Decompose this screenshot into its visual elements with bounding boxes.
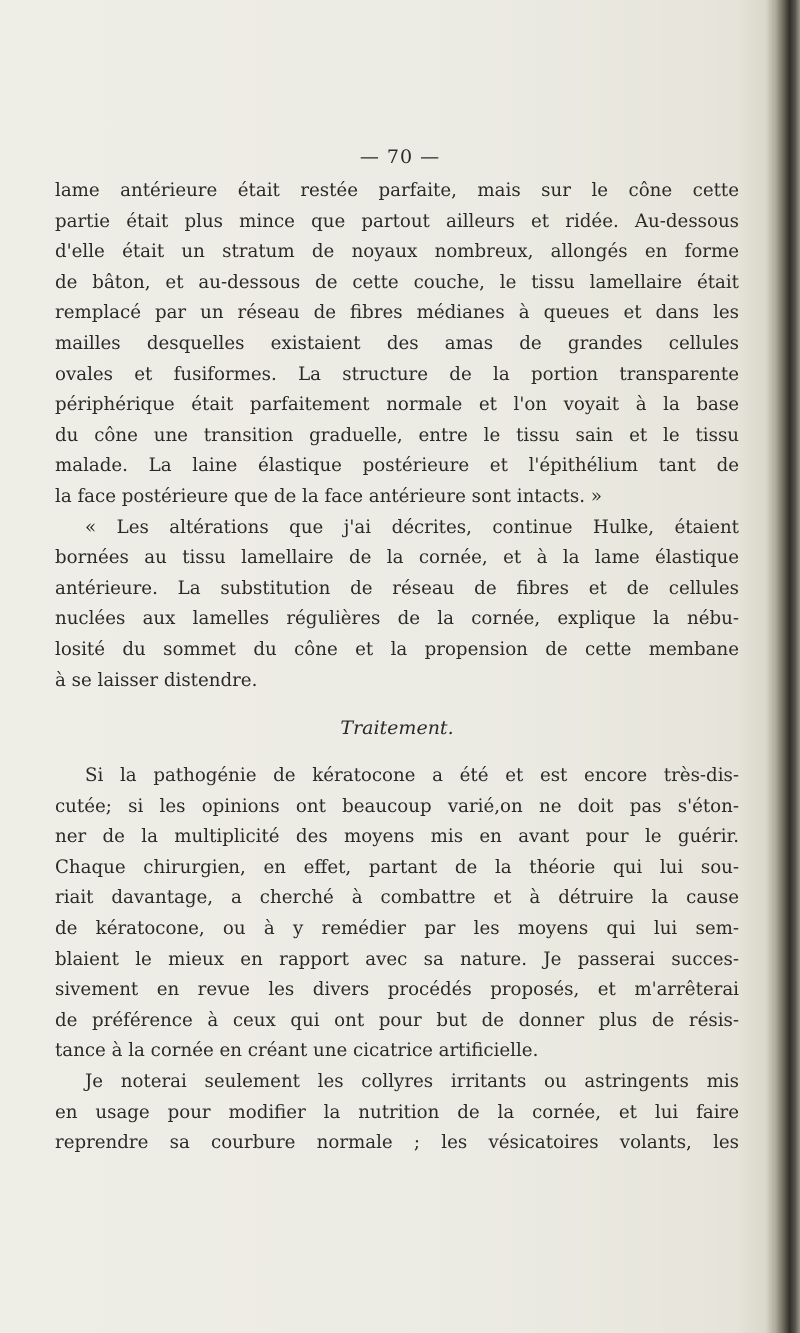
- text-line: antérieure. La substitution de réseau de fibres et de cellules: [55, 577, 739, 599]
- text-line: de kératocone, ou à y remédier par les moyens qui lui sem-: [55, 918, 739, 940]
- text-line: losité du sommet du cône et la propension de cette membane: [55, 638, 739, 660]
- text-line: en usage pour modifier la nutrition de la cornée, et lui faire: [55, 1101, 739, 1123]
- text-line: du cône une transition graduelle, entre le tissu sain et le tissu: [55, 424, 739, 446]
- book-spine-edge: [774, 0, 800, 1333]
- text-line: lame antérieure était restée parfaite, mais sur le cône cette: [55, 180, 739, 201]
- paragraph-3: [55, 761, 739, 1067]
- text-line: reprendre sa courbure normale ; les vésicatoires volants, les: [55, 1132, 739, 1154]
- text-line: de préférence à ceux qui ont pour but de donner plus de résis-: [55, 1009, 739, 1031]
- page-gutter-shadow: [766, 0, 774, 1333]
- text-line: la face postérieure que de la face antérieure sont intacts. »: [55, 485, 602, 507]
- text-line: bornées au tissu lamellaire de la cornée, et à la lame élastique: [55, 547, 739, 569]
- text-line: remplacé par un réseau de fibres médianes à queues et dans les: [55, 302, 739, 324]
- text-line: ner de la multiplicité des moyens mis en avant pour le guérir.: [55, 826, 739, 848]
- text-line: malade. La laine élastique postérieure et l'épithélium tant de: [55, 455, 739, 477]
- text-line: Je noterai seulement les collyres irritants ou astringents mis: [85, 1071, 739, 1093]
- text-line: Si la pathogénie de kératocone a été et est encore très-dis-: [85, 765, 739, 787]
- page-number: — 70 —: [359, 146, 441, 168]
- section-heading: Traitement.: [340, 717, 454, 740]
- text-line: riait davantage, a cherché à combattre et à détruire la cause: [55, 887, 739, 909]
- text-line: périphérique était parfaitement normale et l'on voyait à la base: [55, 394, 739, 416]
- text-line: à se laisser distendre.: [55, 669, 258, 691]
- text-line: mailles desquelles existaient des amas de grandes cellules: [55, 332, 739, 354]
- text-line: nuclées aux lamelles régulières de la cornée, explique la nébu-: [55, 608, 739, 630]
- text-line: ovales et fusiformes. La structure de la portion transparente: [55, 363, 739, 385]
- text-line: Chaque chirurgien, en effet, partant de la théorie qui lui sou-: [55, 856, 739, 878]
- text-line: tance à la cornée en créant une cicatrice artificielle.: [55, 1040, 539, 1062]
- text-line: « Les altérations que j'ai décrites, continue Hulke, étaient: [85, 516, 739, 538]
- paragraph-1: [55, 176, 739, 513]
- text-line: partie était plus mince que partout ailleurs et ridée. Au-dessous: [55, 210, 739, 232]
- text-line: d'elle était un stratum de noyaux nombreux, allongés en forme: [55, 241, 739, 263]
- page-body: [55, 176, 739, 1159]
- paragraph-2: [55, 513, 739, 697]
- text-line: cutée; si les opinions ont beaucoup varié,on ne doit pas s'éton-: [55, 795, 739, 817]
- text-line: de bâton, et au-dessous de cette couche, le tissu lamellaire était: [55, 271, 739, 293]
- text-line: blaient le mieux en rapport avec sa nature. Je passerai succes-: [55, 948, 739, 970]
- paragraph-4: [55, 1067, 739, 1159]
- text-line: sivement en revue les divers procédés proposés, et m'arrêterai: [55, 979, 739, 1001]
